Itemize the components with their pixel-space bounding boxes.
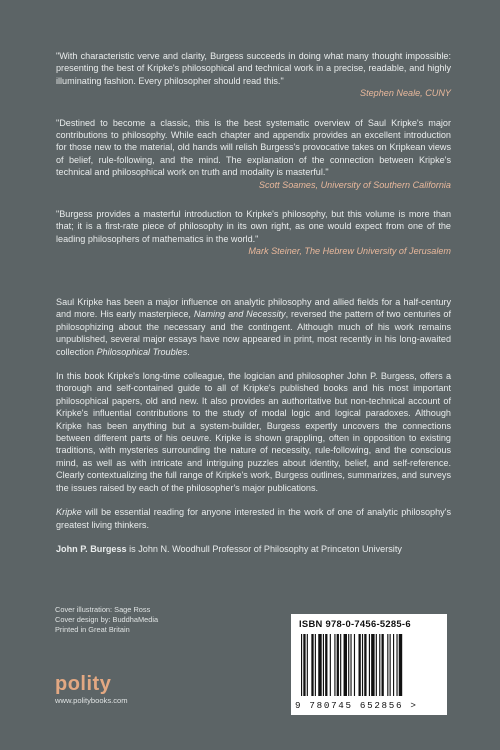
barcode-bars — [299, 634, 439, 700]
isbn-barcode — [291, 614, 447, 715]
barcode-bar — [311, 634, 313, 696]
barcode-bar — [393, 634, 394, 696]
paragraph-text: Saul Kripke has been a major influence on analytic philosophy and allied fields for a half-century and more. His early masterpiece, — [56, 297, 451, 320]
paragraph-text: , reversed the pattern of two centuries of philosophizing about the necessary and the contingent. Although much of his work remains unpublished, several major essays have now appeared in print, most recently in his long-awaited collection — [56, 309, 451, 357]
barcode-bar — [376, 634, 377, 696]
barcode-bar — [371, 634, 374, 696]
endorsement-quote: "Burgess provides a masterful introduction to Kripke's philosophy, but this volume is more than that; it is a first-rate piece of philosophy in its own right, as one would expect from one of the leading philosophers of mathematics in the world." — [56, 209, 451, 244]
barcode-bar — [350, 634, 351, 696]
book-description — [56, 296, 451, 555]
barcode-bar — [369, 634, 370, 696]
book-title-reference: Philosophical Troubles — [96, 346, 188, 357]
design-credit: Cover design by: BuddhaMedia — [55, 615, 159, 625]
printed-note: Printed in Great Britain — [55, 625, 130, 635]
endorsement-quote: "Destined to become a classic, this is the best systematic overview of Saul Kripke's major contributions to philosophy. While each chapter and appendix provides an excellent introduction for those new to the material, old hands will relish Burgess's provocative takes on Kripkean views of belief, rule-following, and the mind. The explanation of the connection between Kripke's technical and philosophical work on truth and modality is masterful." — [56, 117, 451, 178]
endorsement-attribution: Mark Steiner, The Hebrew University of Jerusalem — [248, 246, 451, 257]
description-paragraph — [56, 296, 451, 358]
author-name: John P. Burgess — [56, 543, 127, 554]
barcode-bar — [323, 634, 324, 696]
barcode-bar — [330, 634, 331, 696]
illustration-credit: Cover illustration: Sage Ross — [55, 605, 151, 614]
barcode-bar — [399, 634, 402, 696]
publisher-url: www.politybooks.com — [55, 696, 128, 705]
barcode-bar — [362, 634, 363, 696]
barcode-bar — [379, 634, 380, 696]
book-title-reference: Naming and Necessity — [193, 309, 286, 320]
description-paragraph: In this book Kripke's long-time colleague, the logician and philosopher John P. Burgess, offers a thorough and self-contained guide to all of Kripke's published books and his most important philosophical papers, old and new. It also provides an authoritative but non-technical account of Kripke's influential contributions to the study of modal logic and logical paradoxes. Although Kripke has been anything but a system-builder, Burgess expertly uncovers the connections between different parts of his oeuvre. Kripke is shown grappling, often in opposition to existing traditions, with mysteries surrounding the nature of necessity, rule-following, and the conscious mind, as well as with intricate and intriguing puzzles about identity, belief, and self-reference. Clearly contextualizing the full range of Kripke's work, Burgess outlines, summarizes, and surveys the issues raised by each of the philosopher's major publications. — [56, 371, 451, 493]
endorsement-quote: "With characteristic verve and clarity, Burgess succeeds in doing what many thought impossible: presenting the best of Kripke's philosophical and technical work in a precise, readable, and highly illuminating fashion. Every philosopher should read this." — [56, 51, 451, 86]
barcode-bar — [315, 634, 316, 696]
barcode-bar — [307, 634, 308, 696]
barcode-bar — [390, 634, 391, 696]
barcode-bar — [334, 634, 335, 696]
cover-credits — [55, 605, 158, 636]
endorsement-attribution: Stephen Neale, CUNY — [360, 88, 451, 99]
publisher-logo: polity — [55, 673, 112, 695]
endorsement-attribution: Scott Soames, University of Southern California — [258, 179, 451, 190]
publisher-brand — [55, 674, 128, 705]
barcode-bar — [382, 634, 384, 696]
barcode-bar — [325, 634, 327, 696]
barcode-bar — [301, 634, 302, 696]
barcode-bar — [337, 634, 339, 696]
barcode-bar — [318, 634, 321, 696]
author-bio — [56, 543, 451, 555]
barcode-bar — [303, 634, 305, 696]
barcode-bar — [359, 634, 361, 696]
barcode-digits: 9 780745 652856 > — [295, 700, 418, 711]
author-bio-text: is John N. Woodhull Professor of Philosophy at Princeton University — [126, 543, 402, 554]
paragraph-text: . — [187, 346, 190, 357]
description-paragraph — [56, 506, 451, 531]
barcode-bar — [396, 634, 397, 696]
barcode-bar — [387, 634, 388, 696]
barcode-bar — [354, 634, 355, 696]
endorsements — [56, 50, 451, 275]
barcode-bar — [344, 634, 347, 696]
barcode-bar — [348, 634, 349, 696]
paragraph-text: will be essential reading for anyone interested in the work of one of analytic philosophy's greatest living thinkers. — [56, 507, 451, 530]
barcode-bar — [364, 634, 366, 696]
book-title-reference: Kripke — [56, 507, 82, 518]
barcode-bar — [340, 634, 341, 696]
isbn-label: ISBN 978-0-7456-5285-6 — [299, 618, 411, 629]
